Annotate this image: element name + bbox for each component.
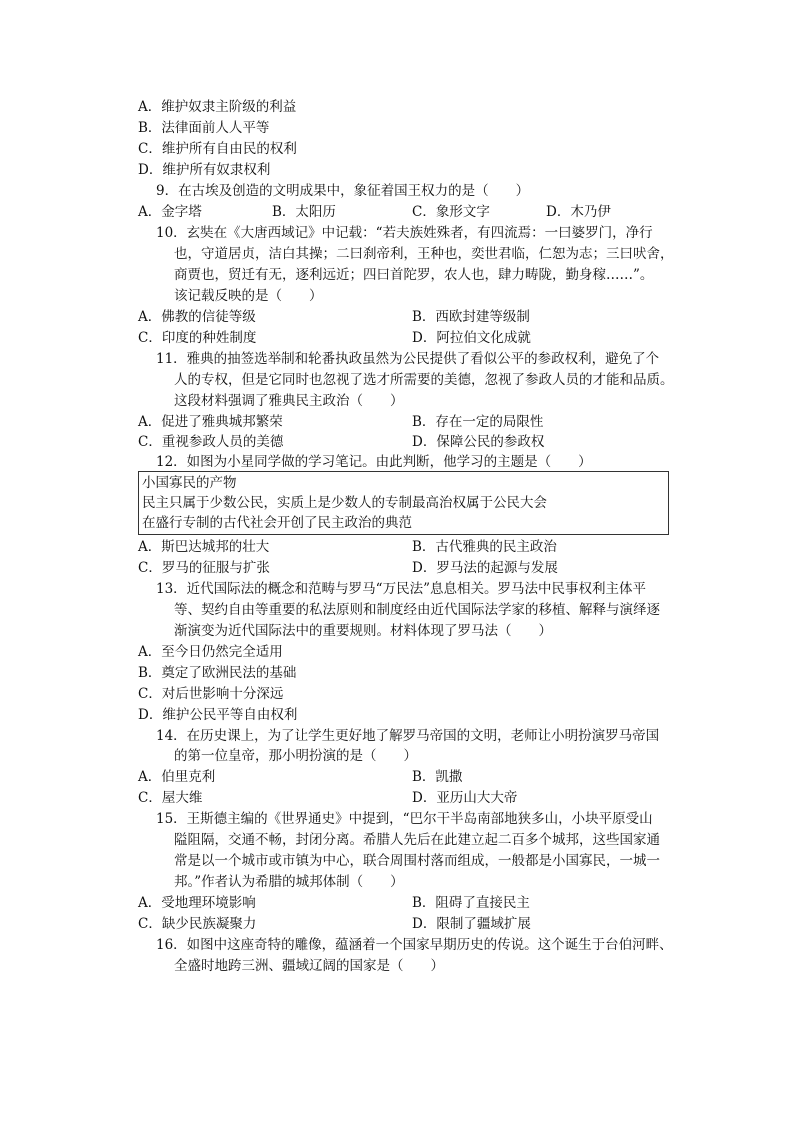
q10-stem-line: 也，守道居贞，洁白其操；二曰刹帝利，王种也，奕世君临，仁恕为志；三曰吠舍， (174, 246, 674, 262)
q10-stem-line: 10．玄奘在《大唐西域记》中记载：“若夫族姓殊者，有四流焉：一曰婆罗门，净行 (156, 225, 653, 241)
q11-option-d: D．保障公民的参政权 (412, 434, 545, 450)
q11-option-a: A．促进了雅典城邦繁荣 (138, 414, 283, 430)
q14-option-d: D．亚历山大大帝 (412, 790, 518, 806)
q9-option-d: D．木乃伊 (546, 204, 611, 220)
q13-option-c: C．对后世影响十分深远 (138, 686, 284, 702)
q15-stem-line: 15．王斯德主编的《世界通史》中提到，“巴尔干半岛南部地狭多山，小块平原受山 (156, 811, 653, 827)
q13-option-d: D．维护公民平等自由权利 (138, 707, 298, 723)
study-notes-box (138, 471, 669, 535)
q15-stem-line: 邦。”作者认为希腊的城邦体制（ ） (174, 874, 404, 890)
q14-option-a: A．伯里克利 (138, 769, 216, 785)
q11-option-c: C．重视参政人员的美德 (138, 434, 284, 450)
q11-stem-line: 11．雅典的抽签选举制和轮番执政虽然为公民提供了看似公平的参政权利，避免了个 (156, 351, 660, 367)
q9-option-b: B．太阳历 (272, 204, 336, 220)
q9-stem: 9．在古埃及创造的文明成果中，象征着国王权力的是（ ） (156, 183, 530, 199)
q12-option-b: B．古代雅典的民主政治 (412, 539, 557, 555)
note-line: 在盛行专制的古代社会开创了民主政治的典范 (142, 515, 412, 531)
q10-option-a: A．佛教的信徒等级 (138, 309, 256, 325)
note-line: 民主只属于少数公民，实质上是少数人的专制最高治权属于公民大会 (142, 495, 547, 511)
q13-stem-line: 13．近代国际法的概念和范畴与罗马“万民法”息息相关。罗马法中民事权利主体平 (156, 581, 646, 597)
q9-option-c: C．象形文字 (412, 204, 490, 220)
q14-stem-line: 的第一位皇帝，那小明扮演的是（ ） (174, 748, 417, 764)
q11-stem-line: 这段材料强调了雅典民主政治（ ） (174, 393, 404, 409)
q8-option-b: B．法律面前人人平等 (138, 120, 270, 136)
q13-option-b: B．奠定了欧洲民法的基础 (138, 665, 297, 681)
q15-option-c: C．缺少民族凝聚力 (138, 916, 257, 932)
q11-option-b: B．存在一定的局限性 (412, 414, 544, 430)
q8-option-a: A．维护奴隶主阶级的利益 (138, 99, 297, 115)
q15-option-a: A．受地理环境影响 (138, 895, 256, 911)
q11-stem-line: 人的专权，但是它同时也忽视了选才所需要的美德，忽视了参政人员的才能和品质。 (174, 372, 674, 388)
q10-stem-line: 该记载反映的是（ ） (174, 288, 323, 304)
q15-stem-line: 常是以一个城市或市镇为中心，联合周围村落而组成，一般都是小国寡民，一城一 (174, 853, 660, 869)
note-line: 小国寡民的产物 (142, 475, 237, 491)
q16-stem-line: 全盛时地跨三洲、疆域辽阔的国家是（ ） (174, 958, 444, 974)
q10-option-c: C．印度的种姓制度 (138, 330, 257, 346)
q13-stem-line: 渐演变为近代国际法中的重要规则。材料体现了罗马法（ ） (174, 623, 552, 639)
q14-option-b: B．凯撒 (412, 769, 463, 785)
q14-stem-line: 14．在历史课上，为了让学生更好地了解罗马帝国的文明，老师让小明扮演罗马帝国 (156, 728, 660, 744)
q15-stem-line: 隘阻隔，交通不畅，封闭分离。希腊人先后在此建立起二百多个城邦，这些国家通 (174, 832, 660, 848)
q15-option-d: D．限制了疆域扩展 (412, 916, 531, 932)
q14-option-c: C．屋大维 (138, 790, 203, 806)
q16-stem-line: 16．如图中这座奇特的雕像，蕴涵着一个国家早期历史的传说。这个诞生于台伯河畔、 (156, 937, 673, 953)
q13-option-a: A．至今日仍然完全适用 (138, 644, 283, 660)
q12-option-d: D．罗马法的起源与发展 (412, 560, 558, 576)
q12-option-c: C．罗马的征服与扩张 (138, 560, 270, 576)
q8-option-c: C．维护所有自由民的权利 (138, 141, 297, 157)
q10-option-b: B．西欧封建等级制 (412, 309, 530, 325)
q12-stem: 12．如图为小星同学做的学习笔记。由此判断，他学习的主题是（ ） (156, 454, 592, 470)
q10-option-d: D．阿拉伯文化成就 (412, 330, 531, 346)
q13-stem-line: 等、契约自由等重要的私法原则和制度经由近代国际法学家的移植、解释与演绎逐 (174, 602, 660, 618)
q10-stem-line: 商贾也，贸迁有无，逐利远近；四曰首陀罗，农人也，肆力畴陇，勤身稼……”。 (174, 267, 654, 283)
q12-option-a: A．斯巴达城邦的壮大 (138, 539, 270, 555)
q15-option-b: B．阻碍了直接民主 (412, 895, 530, 911)
q9-option-a: A．金字塔 (138, 204, 202, 220)
q8-option-d: D．维护所有奴隶权利 (138, 162, 271, 178)
